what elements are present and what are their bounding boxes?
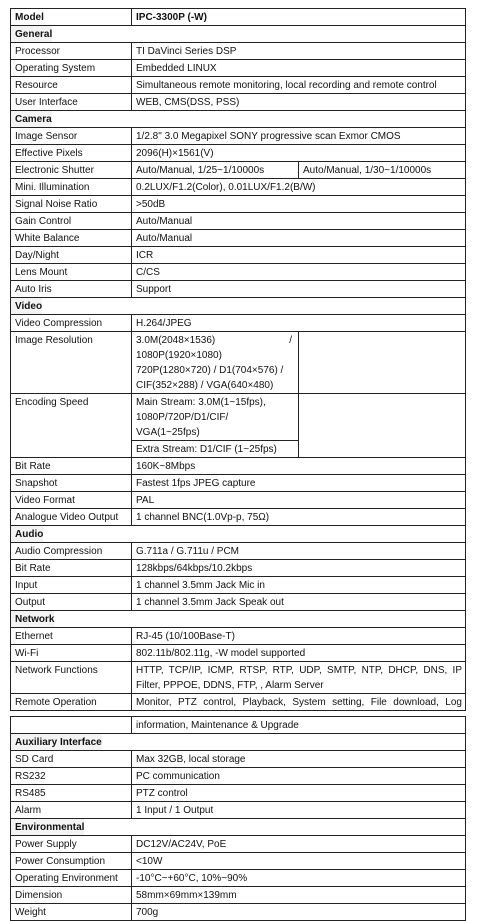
spec-label: White Balance	[11, 230, 132, 246]
spec-label: Video Format	[11, 492, 132, 508]
section-title: Video	[11, 298, 42, 314]
section-camera	[10, 111, 466, 128]
spec-row-resolution	[10, 332, 466, 394]
resolution-list	[132, 332, 299, 393]
spec-value: Support	[136, 284, 172, 295]
spec-row	[10, 145, 466, 162]
spec-label: Output	[11, 594, 132, 610]
section-title: Auxiliary Interface	[11, 734, 102, 750]
spec-row	[10, 751, 466, 768]
spec-label: Resource	[11, 77, 132, 93]
spec-row-remote-cont	[10, 716, 466, 734]
spec-label: RS232	[11, 768, 132, 784]
resolution-line: 3.0M(2048×1536)	[136, 335, 216, 346]
spec-value: PTZ control	[136, 788, 188, 799]
spec-label: Gain Control	[11, 213, 132, 229]
model-row	[10, 8, 466, 26]
spec-row	[10, 492, 466, 509]
functions-line: HTTP, TCP/IP, ICMP, RTSP, RTP, UDP, SMTP, NTP, DHCP, DNS, IP	[136, 665, 462, 676]
spec-value: C/CS	[136, 267, 160, 278]
spec-value: Auto/Manual	[136, 233, 193, 244]
spec-label: SD Card	[11, 751, 132, 767]
spec-value: 2096(H)×1561(V)	[136, 148, 214, 159]
spec-value: 1 channel 3.5mm Jack Speak out	[136, 597, 284, 608]
spec-row	[10, 836, 466, 853]
spec-label: Weight	[11, 904, 132, 920]
section-title: Network	[11, 611, 54, 627]
spec-value: Simultaneous remote monitoring, local recording and remote control	[136, 80, 437, 91]
spec-row	[10, 560, 466, 577]
spec-label: Encoding Speed	[11, 394, 132, 457]
spec-row	[10, 543, 466, 560]
spec-row	[10, 196, 466, 213]
spec-row	[10, 628, 466, 645]
spec-label: Signal Noise Ratio	[11, 196, 132, 212]
empty-cell	[299, 332, 465, 393]
spec-value: 1 Input / 1 Output	[136, 805, 214, 816]
spec-row	[10, 475, 466, 492]
section-title: General	[11, 26, 52, 42]
spec-label: Video Compression	[11, 315, 132, 331]
section-audio	[10, 526, 466, 543]
spec-label: Mini. Illumination	[11, 179, 132, 195]
spec-value-split	[132, 332, 465, 393]
section-network	[10, 611, 466, 628]
spec-value: 1 channel BNC(1.0Vp-p, 75Ω)	[136, 512, 270, 523]
spec-label: User Interface	[11, 94, 132, 110]
functions-line: Filter, PPPOE, DDNS, FTP, , Alarm Server	[136, 680, 324, 691]
spec-row	[10, 802, 466, 819]
remote-line: information, Maintenance & Upgrade	[136, 720, 299, 731]
spec-row	[10, 645, 466, 662]
encoding-line: 1080P/720P/D1/CIF/	[136, 412, 229, 423]
spec-value: H.264/JPEG	[136, 318, 192, 329]
model-value: IPC-3300P (-W)	[136, 12, 207, 23]
encoding-line: VGA(1~25fps)	[136, 427, 200, 438]
resolution-line: 720P(1280×720) / D1(704×576) /	[136, 365, 284, 376]
spec-row	[10, 179, 466, 196]
spec-row	[10, 247, 466, 264]
section-general	[10, 26, 466, 43]
spec-row-remote	[10, 694, 466, 711]
spec-label: Dimension	[11, 887, 132, 903]
spec-row	[10, 94, 466, 111]
spec-label: Network Functions	[11, 662, 132, 693]
spec-row	[10, 43, 466, 60]
spec-row	[10, 509, 466, 526]
spec-value: <10W	[136, 856, 163, 867]
spec-value-alt: Auto/Manual, 1/30~1/10000s	[303, 165, 432, 176]
spec-row	[10, 60, 466, 77]
spec-value: 1 channel 3.5mm Jack Mic in	[136, 580, 265, 591]
spec-label: Power Supply	[11, 836, 132, 852]
spec-value: Embedded LINUX	[136, 63, 217, 74]
spec-row	[10, 870, 466, 887]
resolution-slash: /	[289, 335, 292, 346]
spec-label: Day/Night	[11, 247, 132, 263]
spec-value: TI DaVinci Series DSP	[136, 46, 237, 57]
spec-row	[10, 887, 466, 904]
spec-label: Image Resolution	[11, 332, 132, 393]
spec-value: 160K~8Mbps	[136, 461, 196, 472]
spec-row	[10, 77, 466, 94]
spec-row	[10, 213, 466, 230]
spec-label: Processor	[11, 43, 132, 59]
spec-value	[132, 662, 465, 693]
spec-label: Lens Mount	[11, 264, 132, 280]
resolution-line: CIF(352×288) / VGA(640×480)	[136, 380, 274, 391]
spec-label: Image Sensor	[11, 128, 132, 144]
spec-value-split	[132, 394, 465, 457]
spec-value: Fastest 1fps JPEG capture	[136, 478, 256, 489]
spec-value: -10°C~+60°C, 10%~90%	[136, 873, 248, 884]
spec-label: RS485	[11, 785, 132, 801]
spec-label: Electronic Shutter	[11, 162, 132, 178]
spec-label: Bit Rate	[11, 560, 132, 576]
spec-label: Remote Operation	[11, 694, 132, 710]
section-video	[10, 298, 466, 315]
model-label: Model	[11, 9, 132, 25]
resolution-line: 1080P(1920×1080)	[136, 350, 222, 361]
spec-value-split	[132, 162, 465, 178]
spec-row	[10, 768, 466, 785]
spec-label: Bit Rate	[11, 458, 132, 474]
encoding-line: Main Stream: 3.0M(1~15fps),	[136, 397, 266, 408]
spec-row	[10, 281, 466, 298]
spec-label: Wi-Fi	[11, 645, 132, 661]
section-environmental	[10, 819, 466, 836]
spec-label: Auto Iris	[11, 281, 132, 297]
spec-value: Max 32GB, local storage	[136, 754, 246, 765]
spec-value: 700g	[136, 907, 159, 918]
encoding-extra: Extra Stream: D1/CIF (1~25fps)	[136, 444, 277, 455]
section-auxiliary	[10, 734, 466, 751]
spec-row	[10, 162, 466, 179]
spec-value: 802.11b/802.11g, -W model supported	[136, 648, 306, 659]
spec-value: Auto/Manual	[136, 216, 193, 227]
spec-row	[10, 904, 466, 921]
spec-row	[10, 594, 466, 611]
section-title: Audio	[11, 526, 43, 542]
spec-row	[10, 458, 466, 475]
spec-value: >50dB	[136, 199, 166, 210]
spec-label: Input	[11, 577, 132, 593]
spec-value: PC communication	[136, 771, 220, 782]
empty-cell	[299, 394, 465, 457]
spec-value: 1/2.8" 3.0 Megapixel SONY progressive scan Exmor CMOS	[136, 131, 401, 142]
section-title: Environmental	[11, 819, 84, 835]
spec-label: Snapshot	[11, 475, 132, 491]
spec-value: 58mm×69mm×139mm	[136, 890, 237, 901]
spec-label: Alarm	[11, 802, 132, 818]
spec-value: PAL	[136, 495, 155, 506]
spec-sheet	[10, 8, 466, 921]
spec-value: Auto/Manual, 1/25~1/10000s	[132, 162, 299, 178]
spec-value: DC12V/AC24V, PoE	[136, 839, 227, 850]
spec-label: Operating Environment	[11, 870, 132, 886]
spec-label-empty	[11, 717, 132, 733]
spec-row	[10, 785, 466, 802]
spec-label: Analogue Video Output	[11, 509, 132, 525]
spec-label: Audio Compression	[11, 543, 132, 559]
spec-value: WEB, CMS(DSS, PSS)	[136, 97, 240, 108]
spec-row	[10, 230, 466, 247]
spec-label: Power Consumption	[11, 853, 132, 869]
spec-value: ICR	[136, 250, 154, 261]
spec-row	[10, 128, 466, 145]
remote-line: Monitor, PTZ control, Playback, System setting, File download, Log	[136, 697, 462, 708]
encoding-cell	[132, 394, 299, 457]
spec-row	[10, 853, 466, 870]
spec-value: 0.2LUX/F1.2(Color), 0.01LUX/F1.2(B/W)	[136, 182, 316, 193]
spec-label: Effective Pixels	[11, 145, 132, 161]
spec-row-encoding	[10, 394, 466, 458]
spec-label: Ethernet	[11, 628, 132, 644]
spec-row	[10, 315, 466, 332]
spec-value: RJ-45 (10/100Base-T)	[136, 631, 235, 642]
spec-label: Operating System	[11, 60, 132, 76]
spec-value: 128kbps/64kbps/10.2kbps	[136, 563, 253, 574]
spec-row	[10, 264, 466, 281]
spec-row-functions	[10, 662, 466, 694]
section-title: Camera	[11, 111, 52, 127]
encoding-main	[132, 394, 298, 441]
spec-value: G.711a / G.711u / PCM	[136, 546, 240, 557]
spec-row	[10, 577, 466, 594]
